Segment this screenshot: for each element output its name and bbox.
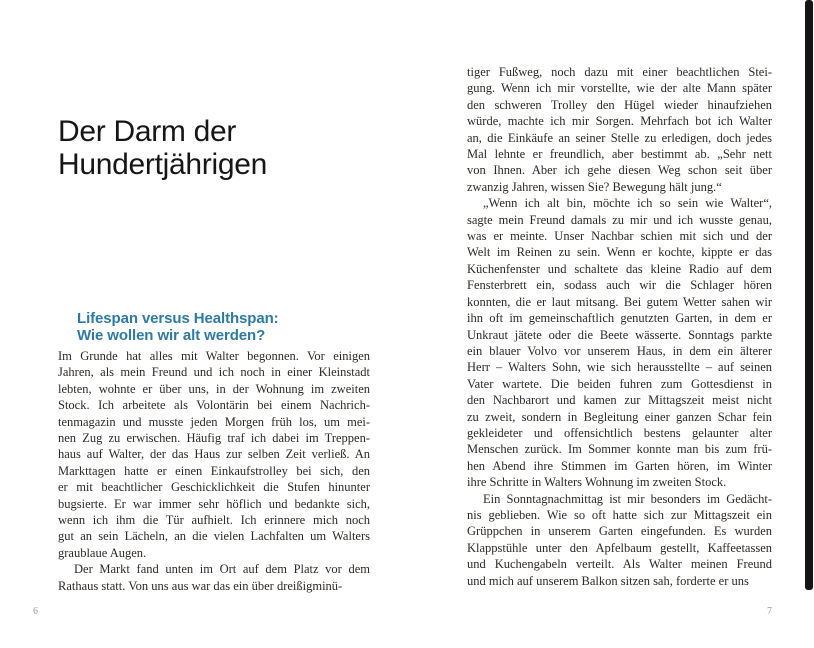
paragraph <box>467 64 772 195</box>
text-line: gung. Wenn ich mir vorstellte, wie der alte Mann später <box>467 81 772 96</box>
text-line: Der Darm der <box>58 115 237 148</box>
text-line: Mal lehnte er freundlich, aber bestimmt ab. „Sehr nett <box>467 147 772 162</box>
text-line: hen Abend ihre Stimmen im Garten hören, im Winter <box>467 458 772 473</box>
text-line: tiger Fußweg, noch dazu mit einer beachtlichen Stei- <box>467 65 772 79</box>
text-line: lebten, wohnte er über uns, in der Wohnung im zweiten <box>58 381 370 396</box>
chapter-title <box>58 115 372 181</box>
text-line: ihre Schritte in Walters Wohnung im zweiten Stock. <box>467 475 727 490</box>
text-line: gut an sein Lächeln, an die vielen Lachfalten um Walters <box>58 529 370 544</box>
text-line: zwanzig Jahren, wissen Sie? Bewegung hält jung.“ <box>467 179 722 194</box>
text-line: an, die Einkäufe an seiner Stelle zu erledigen, doch jedes <box>467 130 772 145</box>
text-line: Klappstühle unter den Apfelbaum gestellt, Kaffeetassen <box>467 540 772 555</box>
text-line: ihn oft im gemeinschaftlich genutzten Garten, in dem er <box>467 311 772 326</box>
paragraph <box>467 491 772 589</box>
text-line: wenn ich ihm die Tür aufhielt. Ich erinnere mich noch <box>58 513 370 528</box>
text-line: gekleideter und offensichtlich bestens gelaunter alter <box>467 425 772 440</box>
text-line: Menschen zurück. Im Sommer konnte man bis zum frü- <box>467 442 772 457</box>
text-line: Fensterbrett ein, sodass auch wir die Schlager hören <box>467 278 772 293</box>
text-line: Jahren, als mein Freund und ich noch in einer Kleinstadt <box>58 365 370 380</box>
text-line: Wie wollen wir alt werden? <box>77 327 266 344</box>
paragraph <box>58 348 370 561</box>
text-line: Der Markt fand unten im Ort auf dem Platz vor dem <box>74 562 370 577</box>
text-line: würde, machte ich mir Sorgen. Mehrfach bot ich Walter <box>467 114 772 129</box>
left-page-body-text <box>58 348 370 594</box>
text-line: „Wenn ich alt bin, möchte ich so sein wie Walter“, <box>483 196 772 211</box>
text-line: bugsierte. Er war immer sehr höflich und bedankte sich, <box>58 496 370 511</box>
text-line: Welt im Reinen zu sein. Wenn er kochte, kippte er das <box>467 245 772 260</box>
text-line: nis geblieben. Wie so oft hatte sich zur Mittagszeit ein <box>467 507 772 522</box>
right-page-number: 7 <box>767 606 772 617</box>
right-page-body-text <box>467 64 772 589</box>
text-line: ein blauer Volvo vor unserem Haus, in dem ein älterer <box>467 343 772 358</box>
text-line: tenmagazin und musste jeden Morgen früh los, um mei- <box>58 414 370 429</box>
text-line: konnten, die er laut mitsang. Bei gutem Wetter sahen wir <box>467 294 772 309</box>
text-line: Küchenfenster und schaltete das kleine Radio auf dem <box>467 261 772 276</box>
text-line: Vater wartete. Die beiden fuhren zum Gottesdienst in <box>467 376 772 391</box>
paragraph <box>467 195 772 490</box>
scrollbar-track[interactable] <box>805 0 814 648</box>
text-line: Stock. Ich arbeitete als Volontärin bei einem Nachrich- <box>58 398 370 413</box>
text-line: Rathaus statt. Von uns aus war das ein über dreißigminü- <box>58 578 343 593</box>
text-line: sagte mein Freund damals zu mir und ich wusste genau, <box>467 212 772 227</box>
text-line: von Ihnen. Aber ich gehe diesen Weg schon seit über <box>467 163 772 178</box>
text-line: Lifespan versus Healthspan: <box>77 310 279 327</box>
text-line: und Kuchengabeln verteilt. Als Walter meinen Freund <box>467 557 772 572</box>
text-line: Herr – Walters Sohn, wie sich herausstellte – auf seinen <box>467 360 772 375</box>
text-line: haus auf Walter, der das Haus zur selben Zeit verließ. An <box>58 447 370 462</box>
text-line: Ein Sonntagnachmittag ist mir besonders im Gedächt- <box>483 491 772 506</box>
paragraph <box>58 561 370 594</box>
text-line: Hundertjährigen <box>58 148 267 181</box>
text-line: nen Zug zu erwischen. Häufig traf ich dabei im Treppen- <box>58 431 370 446</box>
text-line: Markttagen hatte er einen Einkaufstrolley bei sich, den <box>58 463 370 478</box>
section-heading <box>58 310 372 344</box>
scrollbar-thumb[interactable] <box>805 0 813 590</box>
text-line: Im Grunde hat alles mit Walter begonnen. Vor einigen <box>58 349 370 363</box>
text-line: Unkraut jätete oder die Beete wässerte. Sonntags parkte <box>467 327 772 342</box>
text-line: er mit beachtlicher Geschicklichkeit die Stufen hinunter <box>58 480 370 495</box>
text-line: Grüppchen in unserem Garten eingefunden. Es wurden <box>467 524 772 539</box>
left-page-number: 6 <box>33 606 38 617</box>
text-line: graublaue Augen. <box>58 545 147 560</box>
text-line: zu zweit, sondern in Begleitung einer ganzen Schar fein <box>467 409 772 424</box>
text-line: was er meinte. Unser Nachbar schien mit sich und der <box>467 229 772 244</box>
text-line: den Nachbarort und kamen zur Mittagszeit meist nicht <box>467 393 772 408</box>
text-line: und mich auf unserem Balkon sitzen sah, forderte er uns <box>467 573 749 588</box>
text-line: den schweren Trolley den Hügel wieder hinaufziehen <box>467 97 772 112</box>
